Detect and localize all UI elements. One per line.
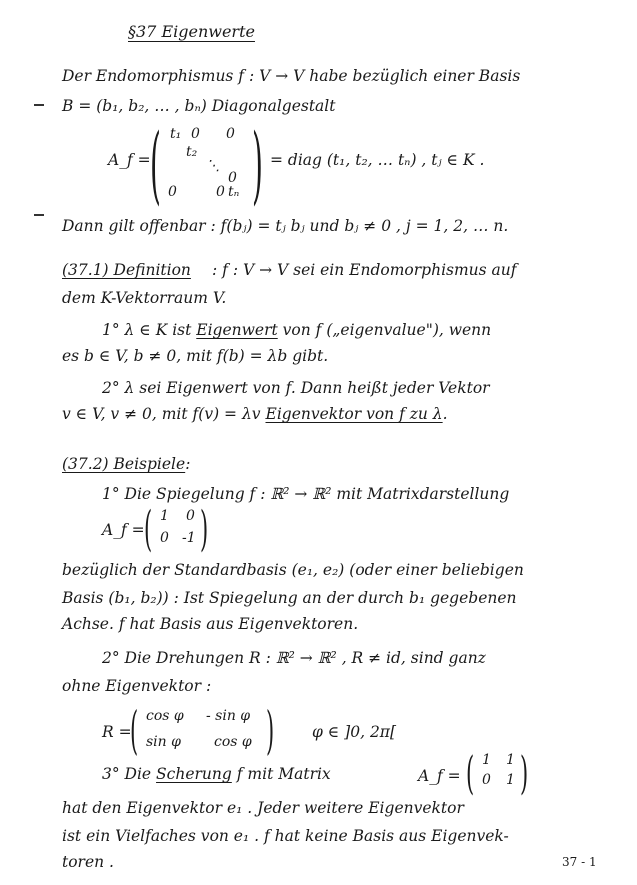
matrix-cell: t₂ (186, 144, 198, 160)
definition-part1-a: 1° λ ∈ K ist (102, 321, 192, 339)
matrix-cell: 0 (168, 184, 177, 200)
example3-line-2: hat den Eigenvektor e₁ . Jeder weitere Eigenvektor (62, 799, 464, 817)
matrix-cell: 0 (216, 184, 225, 200)
matrix-cell: tₙ (228, 184, 240, 200)
example1-line-4: Achse. f hat Basis aus Eigenvektoren. (62, 615, 359, 633)
example1-matrix-label: A_f = (102, 521, 145, 539)
example2-matrix-cell: sin φ (146, 734, 181, 750)
example2-line-2: ohne Eigenvektor : (62, 677, 212, 695)
example1-left-paren: ( (144, 502, 153, 558)
examples-label: (37.2) Beispiele (62, 455, 186, 473)
example1-line-1: 1° Die Spiegelung f : ℝ² → ℝ² mit Matrixdarstellung (102, 485, 510, 503)
matrix-cell: 0 (191, 126, 200, 142)
eigenvektor-term: Eigenvektor von f zu λ (265, 405, 443, 423)
example3-line-1-a: 3° Die (102, 765, 152, 783)
intro-line-3: Dann gilt offenbar : f(bⱼ) = tⱼ bⱼ und bⱼ ≠ 0 , j = 1, 2, … n. (62, 217, 509, 235)
matrix-rhs: = diag (t₁, t₂, … tₙ) , tⱼ ∈ K . (270, 151, 485, 169)
example3-matrix-cell: 1 (482, 752, 491, 768)
example2-left-paren: ( (130, 702, 139, 762)
section-heading: §37 Eigenwerte (128, 22, 255, 41)
example2-matrix-cell: cos φ (146, 708, 184, 724)
example2-matrix-label: R = (102, 723, 132, 741)
examples-heading (62, 454, 190, 474)
example1-matrix-cell: 0 (160, 530, 169, 546)
example3-line-1-b: f mit Matrix (236, 765, 331, 783)
definition-part2-b: . (442, 405, 448, 423)
matrix-right-paren: ) (252, 118, 263, 215)
page-number: 37 - 1 (562, 855, 597, 869)
example1-matrix-cell: -1 (182, 530, 196, 546)
example1-right-paren: ) (200, 502, 209, 558)
examples-label-suffix: : (185, 455, 191, 473)
definition-part2-line-2 (62, 404, 448, 424)
definition-part1-b: von f („eigenvalue"), wenn (282, 321, 492, 339)
example1-line-3: Basis (b₁, b₂)) : Ist Spiegelung an der durch b₁ gegebenen (62, 589, 517, 607)
example1-line-2: bezüglich der Standardbasis (e₁, e₂) (oder einer beliebigen (62, 561, 524, 579)
intro-line-1: Der Endomorphismus f : V → V habe bezüglich einer Basis (62, 67, 521, 85)
margin-mark (34, 214, 44, 216)
example3-line-1 (102, 764, 331, 784)
definition-line-2: dem K-Vektorraum V. (62, 289, 227, 307)
example2-matrix-cell: - sin φ (206, 708, 251, 724)
example2-line-1: 2° Die Drehungen R : ℝ² → ℝ² , R ≠ id, sind ganz (102, 649, 486, 667)
definition-part2-a: v ∈ V, v ≠ 0, mit f(v) = λv (62, 405, 261, 423)
example3-right-paren: ) (520, 748, 529, 801)
example3-line-4: toren . (62, 853, 114, 871)
example3-matrix-cell: 1 (506, 772, 515, 788)
matrix-cell: ⋱ (206, 158, 220, 174)
example2-matrix-cell: cos φ (214, 734, 252, 750)
definition-part1-line-2: es b ∈ V, b ≠ 0, mit f(b) = λb gibt. (62, 347, 329, 365)
matrix-cell: t₁ (170, 126, 182, 142)
definition-part2: 2° λ sei Eigenwert von f. Dann heißt jeder Vektor (102, 379, 490, 397)
matrix-cell: 0 (226, 126, 235, 142)
example3-left-paren: ( (466, 748, 475, 801)
example2-range: φ ∈ ]0, 2π[ (312, 723, 397, 741)
example3-matrix-label: A_f = (418, 767, 461, 785)
example3-matrix-cell: 0 (482, 772, 491, 788)
definition-line-1: : f : V → V sei ein Endomorphismus auf (212, 261, 517, 279)
intro-line-2: B = (b₁, b₂, … , bₙ) Diagonalgestalt (62, 97, 336, 115)
margin-mark (34, 104, 44, 106)
example1-matrix-cell: 1 (160, 508, 169, 524)
matrix-left-paren: ( (150, 118, 161, 215)
eigenwert-term: Eigenwert (196, 321, 278, 339)
scherung-term: Scherung (156, 765, 232, 783)
example2-right-paren: ) (266, 702, 275, 762)
example1-matrix-cell: 0 (186, 508, 195, 524)
definition-part1 (102, 320, 491, 340)
matrix-label: A_f = (108, 151, 151, 169)
definition-label: (37.1) Definition (62, 261, 191, 279)
example3-line-3: ist ein Vielfaches von e₁ . f hat keine Basis aus Eigenvek- (62, 827, 509, 845)
example3-matrix-cell: 1 (506, 752, 515, 768)
matrix-cell: 0 (228, 170, 237, 186)
